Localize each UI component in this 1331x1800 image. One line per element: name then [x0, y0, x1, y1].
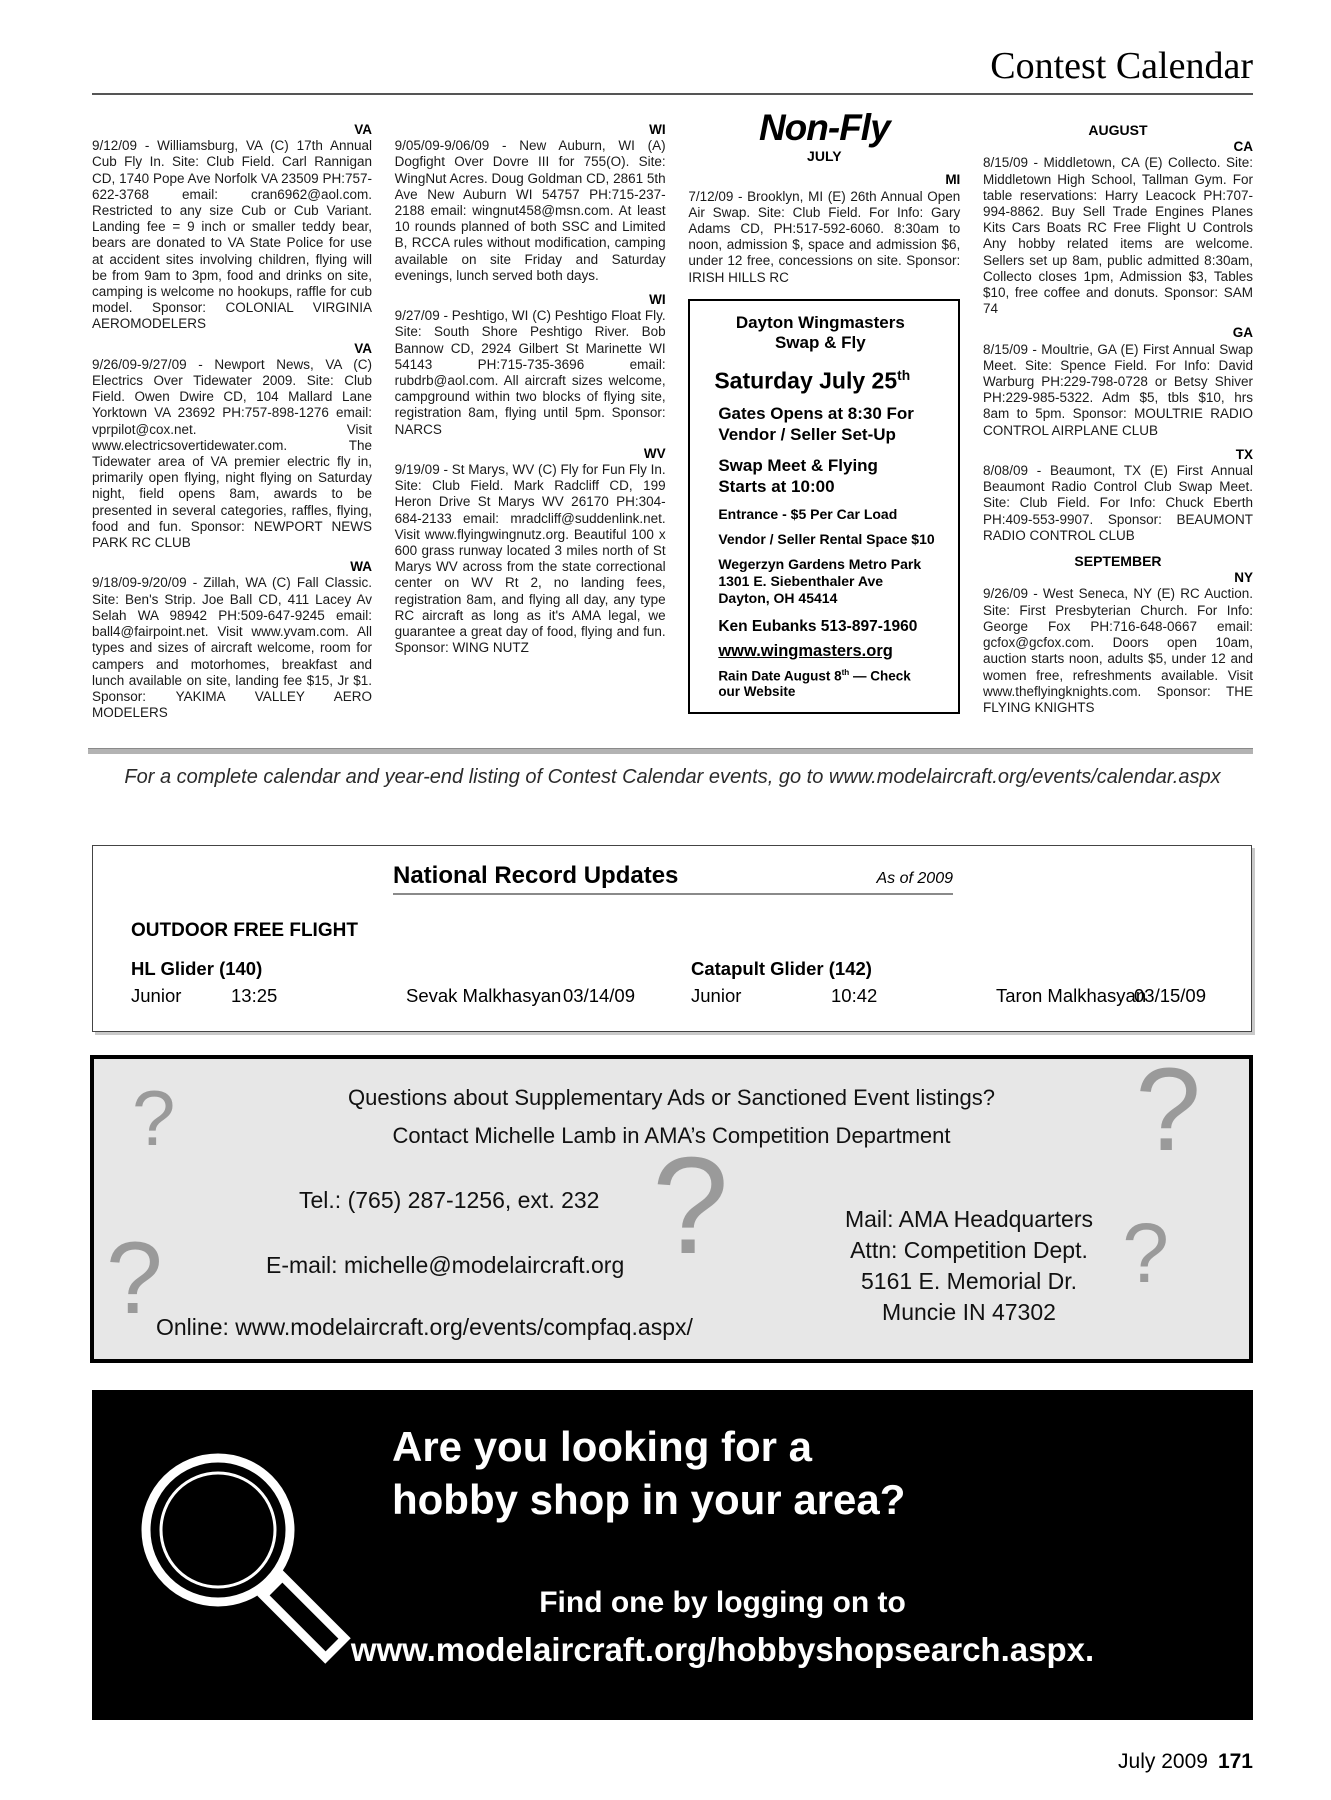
record-row: [691, 985, 1241, 1007]
questions-heading: Questions about Supplementary Ads or Sanctioned Event listings?: [348, 1085, 995, 1110]
record-holder: Taron Malkhasyan: [996, 985, 1147, 1006]
dayton-ad-entrance-fee: Entrance - $5 Per Car Load: [718, 506, 898, 523]
page-footer: [1118, 1750, 1253, 1774]
state-label-wv: WV: [643, 445, 666, 461]
event-listing-moultrie: 8/15/09 - Moultrie, GA (E) First Annual Swap Meet. Site: Spence Field. For Info: David Warburg PH:229-798-0728 or Betsy Shiver PH:229-985-5322. Adm $5, tbls $10, hrs 8am to 5pm. Sponsor: MOULTRIE RADIO CONTROL AIRPLANE CLUB: [982, 341, 1253, 438]
record-time: 13:25: [231, 985, 278, 1006]
event-listing-brooklyn: 7/12/09 - Brooklyn, MI (E) 26th Annual Open Air Swap. Site: Club Field. For Info: Gary Adams CD, PH:517-592-6060. 8:30am to noon, admission $, space and admission $6, under 12 free, concessions on site. Sponsor: IRISH HILLS RC: [688, 188, 961, 285]
record-updates-title-row: [393, 862, 953, 895]
state-label-wi: WI: [649, 122, 666, 137]
state-label-wa: WA: [350, 559, 372, 575]
record-updates-title: National Record Updates: [393, 862, 679, 889]
contact-phone: Tel.: (765) 287-1256, ext. 232: [299, 1187, 600, 1213]
dayton-ad-swap-meet: Swap Meet & Flying Starts at 10:00: [718, 456, 878, 497]
event-listing-west-seneca: 9/26/09 - West Seneca, NY (E) RC Auction. Site: First Presbyterian Church. For Info: George Fox PH:716-648-0667 email: gcfox@gcfox.com. Doors open 10am, auction starts noon, adults $5, under 12 and women free, refreshments available. Visit www.theflyingknights.com. Sponsor: THE FLYING KNIGHTS: [982, 586, 1253, 715]
record-event-name: Catapult Glider (142): [691, 958, 872, 979]
record-holder: Sevak Malkhasyan: [406, 985, 562, 1006]
state-label-ca: CA: [1233, 139, 1253, 155]
header-rule: [92, 93, 1253, 95]
record-updates-as-of: As of 2009: [876, 870, 953, 887]
question-mark-icon: ?: [1135, 1044, 1201, 1176]
column-3: [688, 107, 961, 721]
event-listing-new-auburn: 9/05/09-9/06/09 - New Auburn, WI (A) Dogfight Over Dovre III for 755(O). Site: WingNut Acres. Doug Goldman CD, 2861 5th Ave New Auburn WI 54757 PH:715-237-2188 email: wingnut458@msn.com. At least 10 rounds planned of both SSC and Limited B, RCCA rules without modification, camping available on site Friday and Saturday evenings, lunch served both days.: [394, 138, 666, 283]
issue-date: July 2009: [1118, 1750, 1208, 1773]
record-class: Junior: [131, 985, 182, 1006]
hobby-ad-subline: Find one by logging on to: [539, 1586, 906, 1619]
state-label-va: VA: [354, 340, 372, 356]
event-listing-newport-news: 9/26/09-9/27/09 - Newport News, VA (C) Electrics Over Tidewater 2009. Site: Club Field. Owen Dwire CD, 104 Mallard Lane Yorktown VA 23692 PH:757-898-1276 email: vprpilot@cox.net. Visit www.electricsovertidewater.com. The Tidewater area of VA premier electric fly in, primarily open flying, night flying on Saturday night, field opens 8am, awards to be presented in several categories, raffles, flying, food and fun. Sponsor: NEWPORT NEWS PARK RC CLUB: [92, 356, 372, 551]
contact-email: E-mail: michelle@modelaircraft.org: [266, 1252, 625, 1278]
event-listing-beaumont: 8/08/09 - Beaumont, TX (E) First Annual Beaumont Radio Control Club Swap Meet. Site: Club Field. For Info: Chuck Eberth PH:409-553-9907. Sponsor: BEAUMONT RADIO CONTROL CLUB: [982, 463, 1253, 543]
state-label-ga: GA: [1232, 325, 1253, 341]
listings-columns: [92, 107, 1253, 721]
column-2: [395, 122, 666, 721]
record-category-heading: OUTDOOR FREE FLIGHT: [131, 920, 358, 941]
record-date: 03/15/09: [1134, 985, 1207, 1006]
hobby-shop-ad: [92, 1390, 1253, 1720]
dayton-ad-contact: Ken Eubanks 513-897-1960: [718, 618, 918, 636]
record-event-name: HL Glider (140): [131, 958, 263, 979]
event-listing-peshtigo: 9/27/09 - Peshtigo, WI (C) Peshtigo Float Fly. Site: South Shore Peshtigo River. Bob Bannow CD, 2924 Gilbert St Marinette WI 54143 PH:715-735-3696 email: rubdrb@aol.com. All aircraft sizes welcome, campground within two blocks of flying site, registration 8am, flying until 5pm. Sponsor: NARCS: [394, 308, 666, 437]
state-label-wi: WI: [649, 292, 666, 308]
rain-date-superscript: th: [841, 667, 850, 677]
dayton-ad-gates: Gates Opens at 8:30 For Vendor / Seller Set-Up: [718, 404, 914, 445]
state-label-va: VA: [354, 122, 372, 137]
hobby-ad-headline: Are you looking for a hobby shop in your area?: [392, 1423, 906, 1523]
dayton-ad-subtitle: Swap & Fly: [774, 332, 866, 352]
page-title: Contest Calendar: [990, 45, 1253, 87]
section-divider-rule: [88, 748, 1253, 754]
column-4: [983, 122, 1253, 721]
record-row: [131, 985, 671, 1007]
national-record-updates-box: [92, 845, 1252, 1032]
full-calendar-note: For a complete calendar and year-end listing of Contest Calendar events, go to www.modelaircraft.org/events/calendar.aspx: [124, 766, 1221, 788]
month-heading-september: SEPTEMBER: [1074, 553, 1162, 570]
questions-subheading: Contact Michelle Lamb in AMA’s Competition Department: [392, 1123, 951, 1148]
contact-mail-address: Mail: AMA Headquarters Attn: Competition Dept. 5161 E. Memorial Dr. Muncie IN 47302: [844, 1206, 1093, 1325]
dayton-ad-website-link: www.wingmasters.org: [718, 641, 893, 660]
state-label-mi: MI: [945, 172, 961, 188]
nonfly-section-heading: Non-Fly: [758, 107, 890, 148]
state-label-tx: TX: [1235, 446, 1253, 462]
column-1: [92, 122, 372, 721]
event-listing-williamsburg: 9/12/09 - Williamsburg, VA (C) 17th Annual Cub Fly In. Site: Club Field. Carl Rannigan CD, 1740 Pope Ave Norfolk VA 23509 PH:757-622-3768 email: cran6962@aol.com. Restricted to any size Cub or Cub Variant. Landing fee = 9 inch or smaller teddy bear, bears are donated to VA State Police for use at accident sites involving children, flying will be from 9am to 3pm, food and drinks on site, camping is welcome no hookups, raffle for cub model. Sponsor: COLONIAL VIRGINIA AEROMODELERS: [92, 138, 372, 332]
question-mark-icon: ?: [652, 1129, 729, 1283]
state-label-ny: NY: [1234, 570, 1253, 586]
hobby-ad-url: www.modelaircraft.org/hobbyshopsearch.aspx.: [350, 1631, 1095, 1668]
event-listing-zillah: 9/18/09-9/20/09 - Zillah, WA (C) Fall Classic. Site: Ben's Strip. Joe Ball CD, 411 Lacey Av Selah WA 98942 PH:509-647-9245 email: ball4@fairpoint.net. Visit www.yvam.com. All types and sizes of aircraft welcome, room for campers and motorhomes, breakfast and lunch available on site, landing fee $15, Jr $1. Sponsor: YAKIMA VALLEY AERO MODELERS: [92, 575, 372, 721]
date-superscript: th: [897, 367, 911, 383]
dayton-ad-rental-fee: Vendor / Seller Rental Space $10: [718, 531, 935, 548]
dayton-ad-rain-date: Rain Date August 8th — Check our Website: [718, 667, 911, 700]
event-listing-st-marys: 9/19/09 - St Marys, WV (C) Fly for Fun Fly In. Site: Club Field. Mark Radcliff CD, 199 Heron Drive St Marys WV 26170 PH:304-684-2133 email: mradcliff@suddenlink.net. Visit www.flyingwingnutz.org. Beautiful 100 x 600 grass runway located 3 miles north of St Marys WV across from the state correctional center on WV Rt 2, no landing fees, registration 8am, and flying all day, any type RC aircraft as long as it's AMA legal, we guarantee a great day of food, flying and fun. Sponsor: WING NUTZ: [394, 462, 666, 656]
questions-contact-box: [90, 1044, 1253, 1363]
month-heading-august: AUGUST: [1088, 122, 1148, 138]
question-mark-icon: ?: [132, 1074, 176, 1162]
dayton-wingmasters-ad: [688, 299, 960, 715]
record-class: Junior: [691, 985, 742, 1006]
question-mark-icon: ?: [1122, 1206, 1169, 1300]
event-listing-middletown: 8/15/09 - Middletown, CA (E) Collecto. Site: Middletown High School, Tallman Gym. For table reservations: Harry Leacock PH:707-994-8862. Buy Sell Trade Engines Planes Kits Cars Boats RC Free Flight U Controls Any hobby related items are welcome. Sellers set up 8am, public admitted 8:30am, Collecto closes 1pm, Admission $3, Tables $10, free coffee and donuts. Sponsor: SAM 74: [982, 155, 1253, 317]
record-date: 03/14/09: [563, 985, 636, 1006]
record-time: 10:42: [831, 985, 878, 1006]
dayton-ad-address: Wegerzyn Gardens Metro Park 1301 E. Siebenthaler Ave Dayton, OH 45414: [718, 556, 922, 607]
dayton-ad-date: Saturday July 25th: [714, 367, 911, 394]
month-heading-july: JULY: [807, 148, 842, 165]
dayton-ad-title: Dayton Wingmasters: [735, 312, 905, 332]
record-entry-catapult-glider: [691, 958, 1241, 1007]
page-number: 171: [1217, 1750, 1253, 1773]
record-entry-hl-glider: [131, 958, 671, 1007]
contact-online-url: Online: www.modelaircraft.org/events/compfaq.aspx/: [156, 1314, 693, 1340]
question-mark-icon: ?: [106, 1221, 163, 1335]
